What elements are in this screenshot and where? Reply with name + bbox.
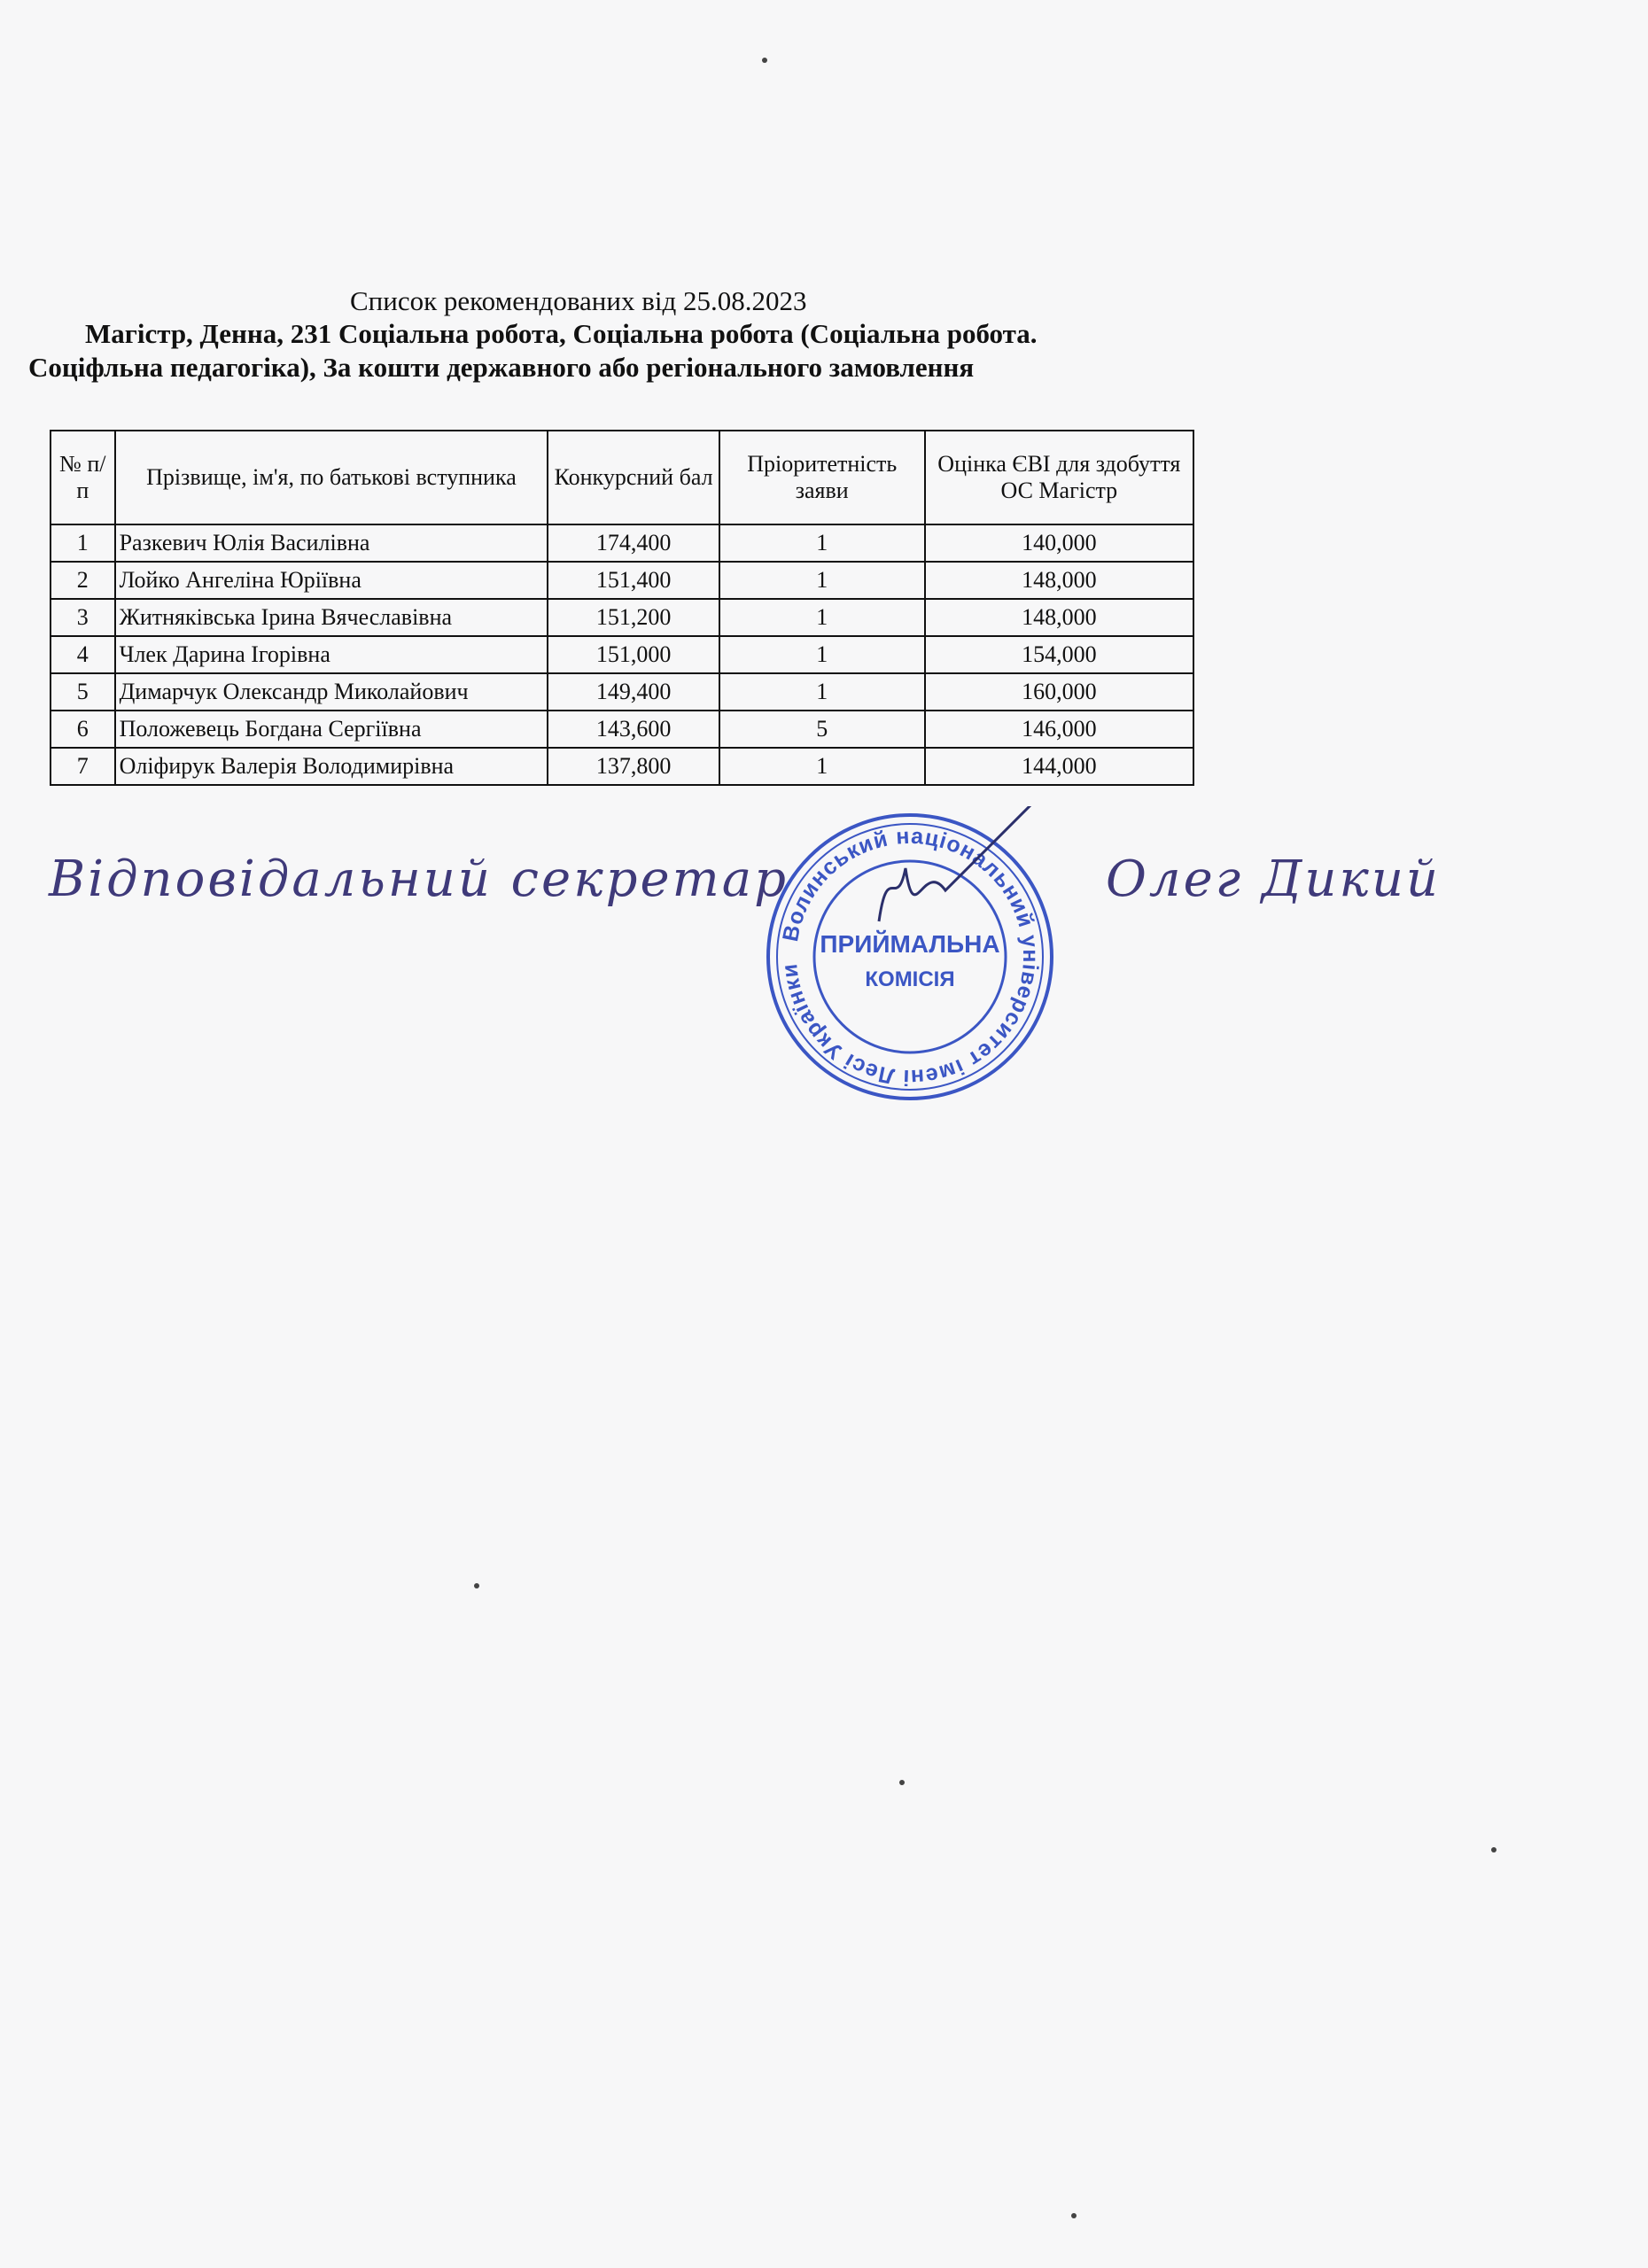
table-row [51, 562, 1193, 599]
cell-evi: 148,000 [925, 562, 1193, 599]
cell-num: 2 [51, 562, 115, 599]
cell-num: 3 [51, 599, 115, 636]
cell-name: Оліфирук Валерія Володимирівна [115, 748, 548, 785]
cell-priority: 1 [719, 599, 925, 636]
cell-evi: 154,000 [925, 636, 1193, 673]
cell-num: 7 [51, 748, 115, 785]
cell-evi: 148,000 [925, 599, 1193, 636]
handwritten-role: Відповідальний секретар [49, 850, 789, 908]
cell-priority: 1 [719, 524, 925, 562]
scan-speck [899, 1780, 905, 1785]
cell-name: Положевець Богдана Сергіївна [115, 711, 548, 748]
cell-name: Члек Дарина Ігорівна [115, 636, 548, 673]
cell-num: 1 [51, 524, 115, 562]
table-row [51, 748, 1193, 785]
table-row [51, 636, 1193, 673]
cell-score: 151,400 [548, 562, 719, 599]
cell-evi: 140,000 [925, 524, 1193, 562]
header-priority: Пріоритетність заяви [719, 431, 925, 524]
table-row [51, 673, 1193, 711]
cell-name: Димарчук Олександр Миколайович [115, 673, 548, 711]
cell-priority: 1 [719, 562, 925, 599]
cell-name: Лойко Ангеліна Юріївна [115, 562, 548, 599]
header-score: Конкурсний бал [548, 431, 719, 524]
table-header-row [51, 431, 1193, 524]
cell-priority: 1 [719, 673, 925, 711]
cell-priority: 1 [719, 748, 925, 785]
cell-name: Разкевич Юлія Василівна [115, 524, 548, 562]
scan-speck [762, 58, 767, 63]
stamp-center-line1: ПРИЙМАЛЬНА [820, 930, 1000, 958]
cell-num: 4 [51, 636, 115, 673]
cell-score: 137,800 [548, 748, 719, 785]
table-row [51, 524, 1193, 562]
cell-evi: 146,000 [925, 711, 1193, 748]
document-subtitle: Магістр, Денна, 231 Соціальна робота, Соціальна робота (Соціальна робота. Соціфльна педагогіка), За кошти державного або регіонального замовлення [28, 318, 1038, 383]
document-title: Список рекомендованих від 25.08.2023 [350, 285, 807, 316]
cell-name: Житняківська Ірина Вячеславівна [115, 599, 548, 636]
cell-num: 6 [51, 711, 115, 748]
cell-num: 5 [51, 673, 115, 711]
cell-evi: 144,000 [925, 748, 1193, 785]
scan-speck [1491, 1847, 1496, 1852]
cell-score: 151,000 [548, 636, 719, 673]
header-evi: Оцінка ЄВІ для здобуття ОС Магістр [925, 431, 1193, 524]
stamp-ring-text: Волинський національний університет імені Лесі Українки [777, 823, 1044, 1091]
recommended-list-table [50, 430, 1194, 786]
table-row [51, 599, 1193, 636]
admission-committee-stamp [755, 806, 1065, 1107]
stamp-center-line2: КОМІСІЯ [865, 967, 955, 991]
cell-score: 151,200 [548, 599, 719, 636]
scan-speck [1071, 2213, 1077, 2218]
cell-score: 149,400 [548, 673, 719, 711]
cell-evi: 160,000 [925, 673, 1193, 711]
cell-priority: 5 [719, 711, 925, 748]
cell-score: 143,600 [548, 711, 719, 748]
cell-priority: 1 [719, 636, 925, 673]
handwritten-name: Олег Дикий [1106, 850, 1441, 908]
header-num: № п/п [51, 431, 115, 524]
header-name: Прізвище, ім'я, по батькові вступника [115, 431, 548, 524]
scan-speck [474, 1583, 479, 1588]
cell-score: 174,400 [548, 524, 719, 562]
table-row [51, 711, 1193, 748]
